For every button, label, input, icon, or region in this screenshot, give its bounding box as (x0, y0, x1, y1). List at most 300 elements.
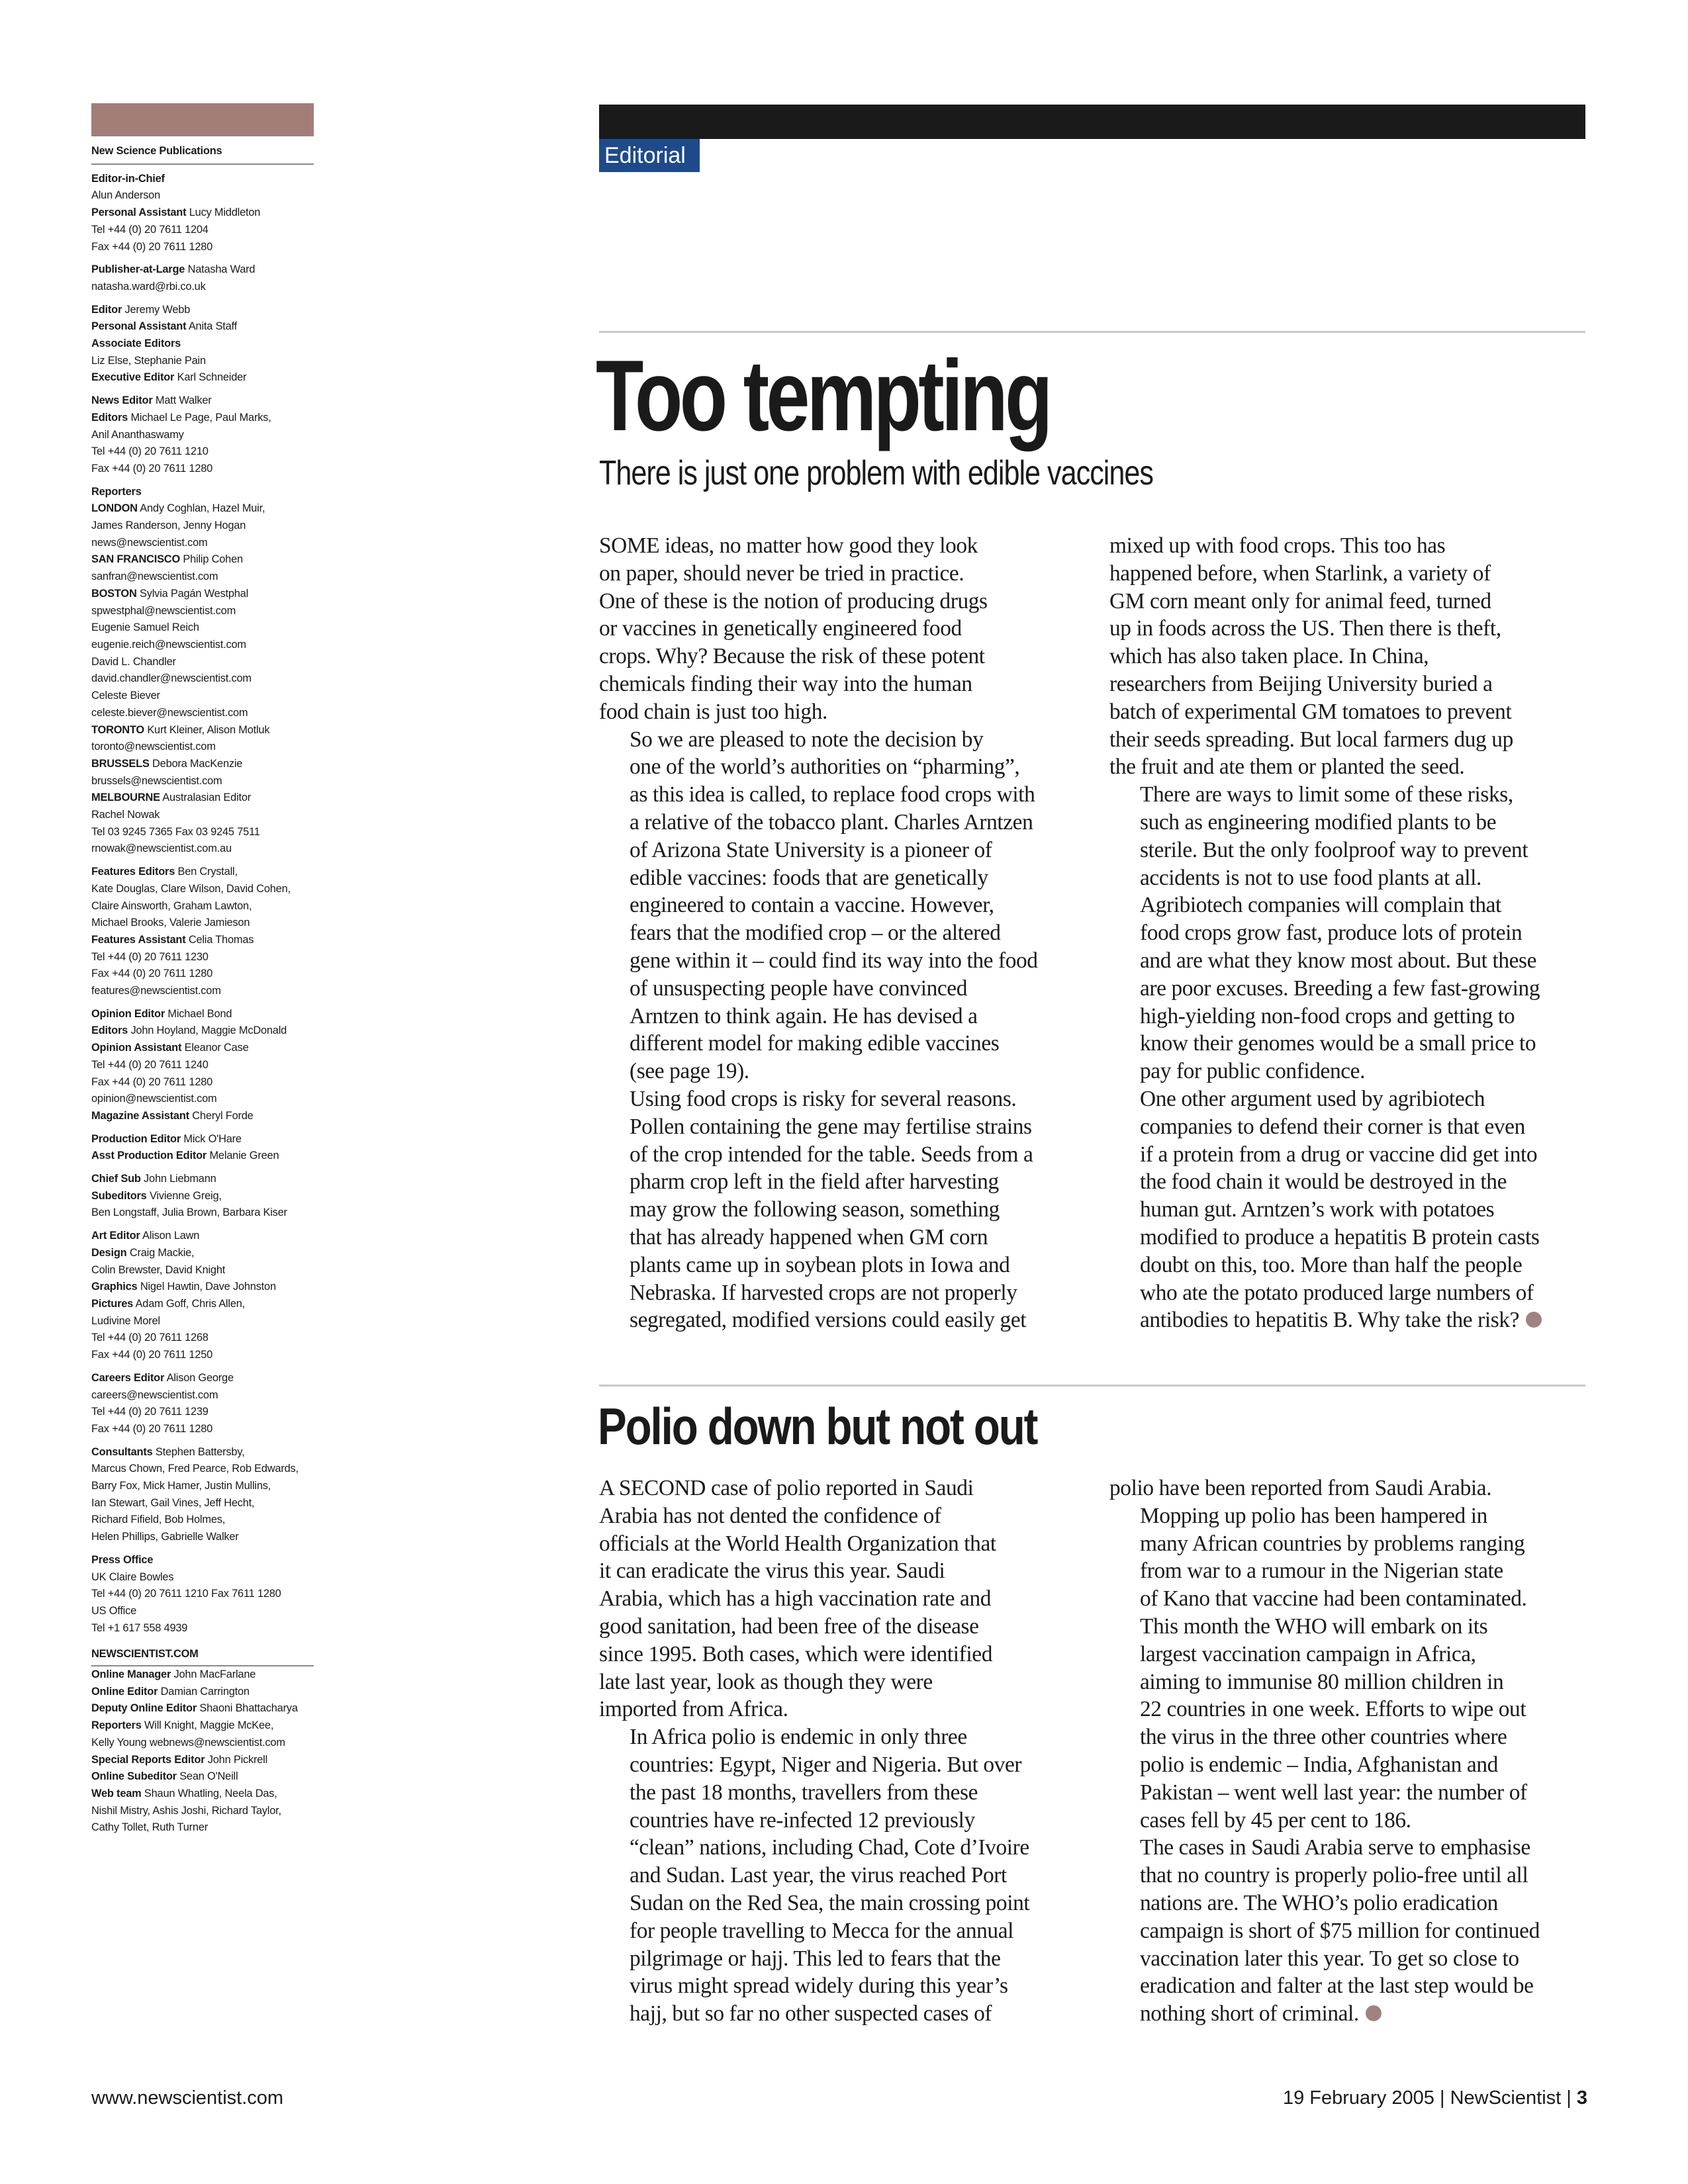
staff-name: Alison Lawn (142, 1230, 200, 1242)
text-line: and are what they know most about. But these (1140, 948, 1537, 973)
text-line: for people travelling to Mecca for the annual (630, 1918, 1013, 1943)
staff-block (91, 1171, 314, 1222)
staff-role: Consultants (91, 1445, 153, 1458)
staff-name: Andy Coghlan, Hazel Muir, (140, 502, 265, 515)
staff-line (91, 1205, 314, 1222)
staff-name: Rachel Nowak (91, 809, 160, 821)
text-line: are poor excuses. Breeding a few fast-growing (1140, 976, 1540, 1001)
staff-name: John MacFarlane (173, 1668, 256, 1681)
text-line: the past 18 months, travellers from these (630, 1780, 978, 1805)
staff-line (91, 586, 314, 603)
text-line: may grow the following season, something (630, 1197, 1000, 1222)
staff-line (91, 1819, 314, 1837)
article-column-right (1109, 532, 1573, 1334)
staff-role: Press Office (91, 1553, 154, 1566)
staff-role: Personal Assistant (91, 206, 187, 219)
text-line: fears that the modified crop – or the altered (630, 921, 1001, 946)
staff-line (91, 1228, 314, 1245)
staff-role: Features Assistant (91, 933, 186, 946)
staff-role: Art Editor (91, 1230, 140, 1242)
text-line: since 1995. Both cases, which were identified (599, 1641, 992, 1666)
staff-line (91, 410, 314, 427)
staff-role: Online Manager (91, 1668, 171, 1681)
staff-name: natasha.ward@rbi.co.uk (91, 280, 206, 293)
text-line: mixed up with food crops. This too has (1109, 533, 1446, 558)
text-line: GM corn meant only for animal feed, turned (1109, 588, 1491, 614)
staff-block (91, 1552, 314, 1637)
staff-line (91, 1148, 314, 1165)
text-line: know their genomes would be a small price to (1140, 1031, 1536, 1056)
staff-line (91, 1495, 314, 1512)
text-line: that has already happened when GM corn (630, 1224, 988, 1250)
staff-line (91, 392, 314, 410)
staff-name: Eleanor Case (184, 1042, 249, 1054)
staff-line (91, 1091, 314, 1108)
article-paragraph (599, 726, 1062, 1085)
staff-line (91, 1404, 314, 1421)
text-line: vaccination later this year. To get so close to (1140, 1946, 1519, 1971)
staff-name: Helen Phillips, Gabrielle Walker (91, 1531, 239, 1543)
staff-role: Magazine Assistant (91, 1109, 189, 1122)
masthead-divider (91, 163, 314, 165)
staff-block (91, 1370, 314, 1438)
staff-name: Kate Douglas, Clare Wilson, David Cohen, (91, 882, 291, 895)
staff-role: Production Editor (91, 1132, 181, 1145)
masthead-color-swatch (91, 103, 314, 136)
text-line: high-yielding non-food crops and getting to (1140, 1003, 1515, 1028)
staff-line (91, 535, 314, 552)
staff-line (91, 518, 314, 535)
text-line: pay for public confidence. (1140, 1059, 1366, 1084)
staff-name: Fax +44 (0) 20 7611 1280 (91, 240, 213, 253)
staff-name: Natasha Ward (187, 263, 256, 276)
staff-line (91, 619, 314, 637)
text-line: The cases in Saudi Arabia serve to emphasise (1140, 1835, 1530, 1860)
staff-name: David L. Chandler (91, 655, 176, 668)
text-line: gene within it – could find its way into the food (630, 948, 1038, 973)
section-label: Editorial (599, 139, 700, 172)
staff-name: Michael Brooks, Valerie Jamieson (91, 917, 250, 929)
staff-name: Fax +44 (0) 20 7611 1280 (91, 1075, 213, 1088)
staff-name: Celeste Biever (91, 690, 160, 702)
staff-role: Online Subeditor (91, 1770, 177, 1783)
staff-name: Barry Fox, Mick Hamer, Justin Mullins, (91, 1480, 271, 1492)
staff-line (91, 1108, 314, 1125)
staff-line (91, 1620, 314, 1637)
staff-line (91, 1057, 314, 1074)
staff-role: Reporters (91, 485, 142, 498)
text-line: Mopping up polio has been hampered in (1140, 1503, 1487, 1528)
text-line: antibodies to hepatitis B. Why take the risk? (1109, 1306, 1573, 1334)
staff-name: brussels@newscientist.com (91, 774, 222, 787)
staff-line (91, 1569, 314, 1586)
staff-role: SAN FRANCISCO (91, 553, 180, 566)
staff-line (91, 1461, 314, 1478)
text-line: There are ways to limit some of these risks, (1140, 782, 1513, 807)
text-line: polio have been reported from Saudi Arabia. (1109, 1476, 1492, 1500)
staff-name: Cheryl Forde (192, 1109, 254, 1122)
text-line: modified to produce a hepatitis B protein casts (1140, 1224, 1540, 1250)
article-standfirst: There is just one problem with edible vaccines (599, 454, 1154, 492)
staff-line (91, 1803, 314, 1820)
staff-line (91, 1586, 314, 1603)
staff-block (91, 302, 314, 387)
text-line: imported from Africa. (599, 1697, 788, 1722)
text-line: segregated, modified versions could easily get (630, 1308, 1027, 1333)
staff-name: Marcus Chown, Fred Pearce, Rob Edwards, (91, 1463, 299, 1475)
publisher-name: New Science Publications (91, 145, 222, 157)
text-line: (see page 19). (630, 1059, 749, 1084)
staff-line (91, 279, 314, 296)
article-paragraph (599, 532, 1062, 726)
article-divider (599, 1385, 1585, 1387)
staff-name: celeste.biever@newscientist.com (91, 706, 248, 719)
staff-line (91, 1529, 314, 1546)
article-column-right (1109, 1475, 1573, 2028)
staff-name: Lucy Middleton (189, 206, 261, 219)
staff-role: Editors (91, 411, 128, 424)
staff-role: Opinion Editor (91, 1007, 165, 1020)
staff-name: UK Claire Bowles (91, 1570, 174, 1583)
staff-line (91, 637, 314, 654)
page-number: 3 (1576, 2087, 1587, 2109)
article-paragraph (1109, 532, 1573, 781)
text-line: a relative of the tobacco plant. Charles Arntzen (630, 809, 1033, 835)
text-line: of the crop intended for the table. Seeds from a (630, 1142, 1033, 1167)
staff-line (91, 670, 314, 688)
article-paragraph (1109, 1502, 1573, 1835)
staff-line (91, 932, 314, 949)
staff-line (91, 569, 314, 586)
text-line: Arabia, which has a high vaccination rate and (599, 1586, 992, 1612)
text-line: One of these is the notion of producing drugs (599, 588, 988, 614)
staff-line (91, 551, 314, 569)
text-line: Using food crops is risky for several reasons. (630, 1086, 1017, 1111)
staff-line (91, 1370, 314, 1387)
staff-line (91, 369, 314, 387)
article-paragraph (1109, 1834, 1573, 2028)
staff-line (91, 824, 314, 841)
staff-line (91, 222, 314, 239)
staff-line (91, 1444, 314, 1461)
text-line: companies to defend their corner is that even (1140, 1114, 1525, 1139)
text-line: if a protein from a drug or vaccine did get into (1140, 1142, 1538, 1167)
staff-role: TORONTO (91, 723, 144, 736)
text-line: of unsuspecting people have convinced (630, 976, 968, 1001)
staff-line (91, 187, 314, 205)
text-line: researchers from Beijing University buried a (1109, 671, 1493, 696)
staff-role: Executive Editor (91, 371, 175, 384)
text-line: doubt on this, too. More than half the people (1140, 1252, 1523, 1277)
staff-name: Sean O'Neill (179, 1770, 238, 1783)
staff-line (91, 1171, 314, 1188)
staff-line (91, 1347, 314, 1364)
text-line: virus might spread widely during this year’s (630, 1974, 1008, 1999)
text-line: late last year, look as though they were (599, 1669, 933, 1694)
text-line: the food chain it would be destroyed in the (1140, 1169, 1507, 1195)
staff-role: Subeditors (91, 1189, 147, 1202)
article-headline: Polio down but not out (598, 1397, 1037, 1455)
staff-line (91, 841, 314, 858)
text-line: pharm crop left in the field after harvesting (630, 1169, 999, 1195)
staff-line (91, 443, 314, 461)
text-line: good sanitation, had been free of the disease (599, 1614, 979, 1639)
staff-role: LONDON (91, 502, 138, 515)
staff-line (91, 1478, 314, 1495)
text-line: In Africa polio is endemic in only three (630, 1725, 967, 1750)
text-line: which has also taken place. In China, (1109, 644, 1429, 669)
staff-line (91, 1387, 314, 1404)
text-line: “clean” nations, including Chad, Cote d’Ivoire (630, 1835, 1029, 1860)
text-line: This month the WHO will embark on its (1140, 1614, 1488, 1639)
staff-line (91, 864, 314, 881)
staff-line (91, 353, 314, 370)
staff-line (91, 318, 314, 336)
staff-name: Shaoni Bhattacharya (199, 1702, 298, 1715)
text-line: aiming to immunise 80 million children in (1140, 1669, 1504, 1694)
text-line: SOME ideas, no matter how good they look (599, 533, 978, 558)
text-line: largest vaccination campaign in Africa, (1140, 1641, 1476, 1666)
text-line: many African countries by problems ranging (1140, 1531, 1525, 1556)
staff-block (91, 1131, 314, 1165)
staff-name: Ludivine Morel (91, 1314, 160, 1327)
online-staff-list (91, 1666, 314, 1837)
text-line: and Sudan. Last year, the virus reached Port (630, 1863, 1007, 1888)
staff-name: eugenie.reich@newscientist.com (91, 638, 246, 651)
staff-name: rnowak@newscientist.com.au (91, 842, 232, 855)
staff-name: Debora MacKenzie (152, 757, 243, 770)
staff-line (91, 461, 314, 478)
staff-role: News Editor (91, 394, 153, 407)
staff-line (91, 790, 314, 807)
article-column-left (599, 532, 1062, 1334)
staff-name: Fax +44 (0) 20 7611 1250 (91, 1349, 213, 1361)
staff-role: Asst Production Editor (91, 1150, 207, 1162)
staff-name: Fax +44 (0) 20 7611 1280 (91, 1422, 213, 1435)
text-line: Arntzen to think again. He has devised a (630, 1003, 978, 1028)
staff-line (91, 1603, 314, 1620)
footer-folio: 19 February 2005 | NewScientist | 3 (1282, 2087, 1587, 2109)
text-line: accidents is not to use food plants at all. (1140, 865, 1482, 890)
text-line: it can eradicate the virus this year. Saudi (599, 1559, 945, 1584)
staff-line (91, 484, 314, 501)
staff-line (91, 171, 314, 188)
staff-role: Chief Sub (91, 1173, 141, 1185)
staff-line (91, 1313, 314, 1330)
staff-name: John Hoyland, Maggie McDonald (130, 1024, 287, 1037)
staff-line (91, 603, 314, 620)
staff-block (91, 1444, 314, 1546)
text-line: of Kano that vaccine had been contaminated. (1140, 1586, 1527, 1612)
text-line: from war to a rumour in the Nigerian state (1140, 1559, 1503, 1584)
staff-line (91, 1040, 314, 1057)
text-line: different model for making edible vaccines (630, 1031, 1000, 1056)
staff-role: Deputy Online Editor (91, 1702, 197, 1715)
staff-name: Australasian Editor (162, 792, 252, 804)
article-paragraph (599, 1723, 1062, 2028)
staff-name: Fax +44 (0) 20 7611 1280 (91, 968, 213, 980)
staff-line (91, 1512, 314, 1529)
staff-name: Damian Carrington (160, 1685, 250, 1698)
staff-name: Mick O'Hare (183, 1132, 242, 1145)
text-line: pilgrimage or hajj. This led to fears that the (630, 1946, 1001, 1971)
text-line: A SECOND case of polio reported in Saudi (599, 1476, 974, 1500)
staff-role: Personal Assistant (91, 320, 187, 333)
article-paragraph (1109, 1085, 1573, 1334)
staff-line (91, 1752, 314, 1769)
staff-list (91, 171, 314, 1637)
staff-line (91, 881, 314, 898)
text-line: that no country is properly polio-free until all (1140, 1863, 1528, 1888)
staff-name: Tel +44 (0) 20 7611 1268 (91, 1332, 209, 1344)
text-line: batch of experimental GM tomatoes to prevent (1109, 699, 1512, 724)
staff-line (91, 722, 314, 739)
text-line: food chain is just too high. (599, 699, 827, 724)
text-line: Sudan on the Red Sea, the main crossing point (630, 1890, 1030, 1915)
staff-line (91, 1666, 314, 1684)
staff-block (91, 1228, 314, 1364)
text-line: Nebraska. If harvested crops are not properly (630, 1280, 1017, 1305)
staff-block (91, 392, 314, 478)
staff-role: Editor (91, 303, 122, 316)
staff-name: Craig Mackie, (129, 1246, 195, 1259)
staff-line (91, 427, 314, 444)
staff-name: Kurt Kleiner, Alison Motluk (147, 723, 270, 736)
text-line: 22 countries in one week. Efforts to wipe out (1140, 1697, 1526, 1722)
text-line: who ate the potato produced large numbers of (1140, 1280, 1534, 1305)
staff-line (91, 949, 314, 966)
text-line: Arabia has not dented the confidence of (599, 1503, 941, 1528)
staff-name: Michael Bond (167, 1007, 232, 1020)
staff-name: Jeremy Webb (124, 303, 191, 316)
staff-line (91, 1552, 314, 1569)
staff-name: david.chandler@newscientist.com (91, 672, 252, 685)
staff-line (91, 1684, 314, 1701)
staff-role: Careers Editor (91, 1371, 165, 1384)
staff-name: Vivienne Greig, (149, 1189, 222, 1202)
staff-line (91, 654, 314, 671)
staff-name: Celia Thomas (188, 933, 254, 946)
staff-name: opinion@newscientist.com (91, 1093, 217, 1105)
staff-line (91, 1245, 314, 1262)
staff-role: Pictures (91, 1298, 134, 1310)
staff-line (91, 1735, 314, 1752)
staff-name: Tel +44 (0) 20 7611 1240 (91, 1058, 209, 1071)
staff-name: Philip Cohen (183, 553, 243, 566)
text-line: Pollen containing the gene may fertilise strains (630, 1114, 1032, 1139)
staff-line (91, 1006, 314, 1023)
staff-name: Matt Walker (155, 394, 212, 407)
staff-name: Karl Schneider (177, 371, 247, 384)
text-line: of Arizona State University is a pioneer of (630, 837, 992, 862)
staff-line (91, 1262, 314, 1279)
staff-name: Melanie Green (209, 1150, 279, 1162)
staff-role: Reporters (91, 1719, 142, 1732)
staff-name: Colin Brewster, David Knight (91, 1263, 226, 1276)
staff-block (91, 484, 314, 858)
staff-line (91, 1074, 314, 1091)
staff-name: Fax +44 (0) 20 7611 1280 (91, 462, 213, 475)
text-line: the fruit and ate them or planted the seed. (1109, 754, 1465, 780)
end-mark-icon (1366, 2005, 1382, 2021)
staff-name: Ben Longstaff, Julia Brown, Barbara Kiser (91, 1206, 287, 1219)
staff-line (91, 205, 314, 222)
staff-name: careers@newscientist.com (91, 1388, 218, 1401)
staff-role: Editors (91, 1024, 128, 1037)
footer-magazine: NewScientist (1450, 2087, 1562, 2109)
staff-line (91, 1023, 314, 1040)
staff-name: Eugenie Samuel Reich (91, 621, 199, 634)
staff-name: Shaun Whatling, Neela Das, (144, 1787, 277, 1799)
text-line: Pakistan – went well last year: the number of (1140, 1780, 1527, 1805)
staff-name: Nigel Hawtin, Dave Johnston (140, 1281, 276, 1293)
text-line: chemicals finding their way into the human (599, 671, 972, 696)
text-line: hajj, but so far no other suspected cases of (630, 2001, 992, 2026)
staff-name: news@newscientist.com (91, 536, 208, 549)
staff-line (91, 966, 314, 983)
text-line: the virus in the three other countries where (1140, 1725, 1507, 1750)
staff-name: John Liebmann (144, 1173, 216, 1185)
staff-name: Tel +44 (0) 20 7611 1210 Fax 7611 1280 (91, 1588, 281, 1600)
staff-role: Publisher-at-Large (91, 263, 185, 276)
top-bar (599, 105, 1585, 139)
staff-line (91, 898, 314, 915)
staff-name: Kelly Young webnews@newscientist.com (91, 1736, 285, 1749)
text-line: One other argument used by agribiotech (1140, 1086, 1485, 1111)
masthead-sidebar (91, 103, 314, 1837)
staff-name: Sylvia Pagán Westphal (139, 587, 249, 600)
staff-name: sanfran@newscientist.com (91, 570, 218, 583)
staff-role: Associate Editors (91, 338, 181, 350)
staff-name: Nishil Mistry, Ashis Joshi, Richard Taylor, (91, 1804, 281, 1817)
staff-line (91, 739, 314, 756)
text-line: such as engineering modified plants to be (1140, 809, 1497, 835)
text-line: Agribiotech companies will complain that (1140, 893, 1501, 918)
staff-name: Richard Fifield, Bob Holmes, (91, 1514, 226, 1526)
staff-line (91, 1279, 314, 1296)
staff-name: Ian Stewart, Gail Vines, Jeff Hecht, (91, 1496, 255, 1509)
article-headline: Too tempting (596, 340, 1050, 452)
staff-line (91, 261, 314, 279)
text-line: food crops grow fast, produce lots of protein (1140, 921, 1523, 946)
staff-name: Tel +44 (0) 20 7611 1239 (91, 1406, 209, 1418)
staff-line (91, 807, 314, 824)
text-line: countries have re-infected 12 previously (630, 1807, 975, 1833)
staff-name: US Office (91, 1604, 137, 1617)
staff-name: John Pickrell (207, 1753, 268, 1766)
staff-line (91, 1717, 314, 1735)
staff-name: Stephen Battersby, (155, 1445, 245, 1458)
text-line: campaign is short of $75 million for continued (1140, 1918, 1540, 1943)
staff-line (91, 302, 314, 319)
article-paragraph (1109, 781, 1573, 1085)
staff-name: Alun Anderson (91, 189, 161, 202)
staff-role: Web team (91, 1787, 142, 1799)
staff-line (91, 773, 314, 790)
article-column-left (599, 1475, 1062, 2028)
staff-role: BRUSSELS (91, 757, 150, 770)
text-line: polio is endemic – India, Afghanistan and (1140, 1752, 1498, 1777)
staff-name: features@newscientist.com (91, 985, 221, 997)
footer-url: www.newscientist.com (91, 2087, 284, 2109)
staff-name: Tel +1 617 558 4939 (91, 1621, 188, 1634)
staff-name: spwestphal@newscientist.com (91, 604, 236, 617)
staff-name: Ben Crystall, (177, 866, 238, 878)
staff-name: James Randerson, Jenny Hogan (91, 520, 246, 532)
staff-name: Tel +44 (0) 20 7611 1204 (91, 223, 209, 236)
text-line: on paper, should never be tried in practice. (599, 561, 964, 586)
staff-line (91, 239, 314, 256)
